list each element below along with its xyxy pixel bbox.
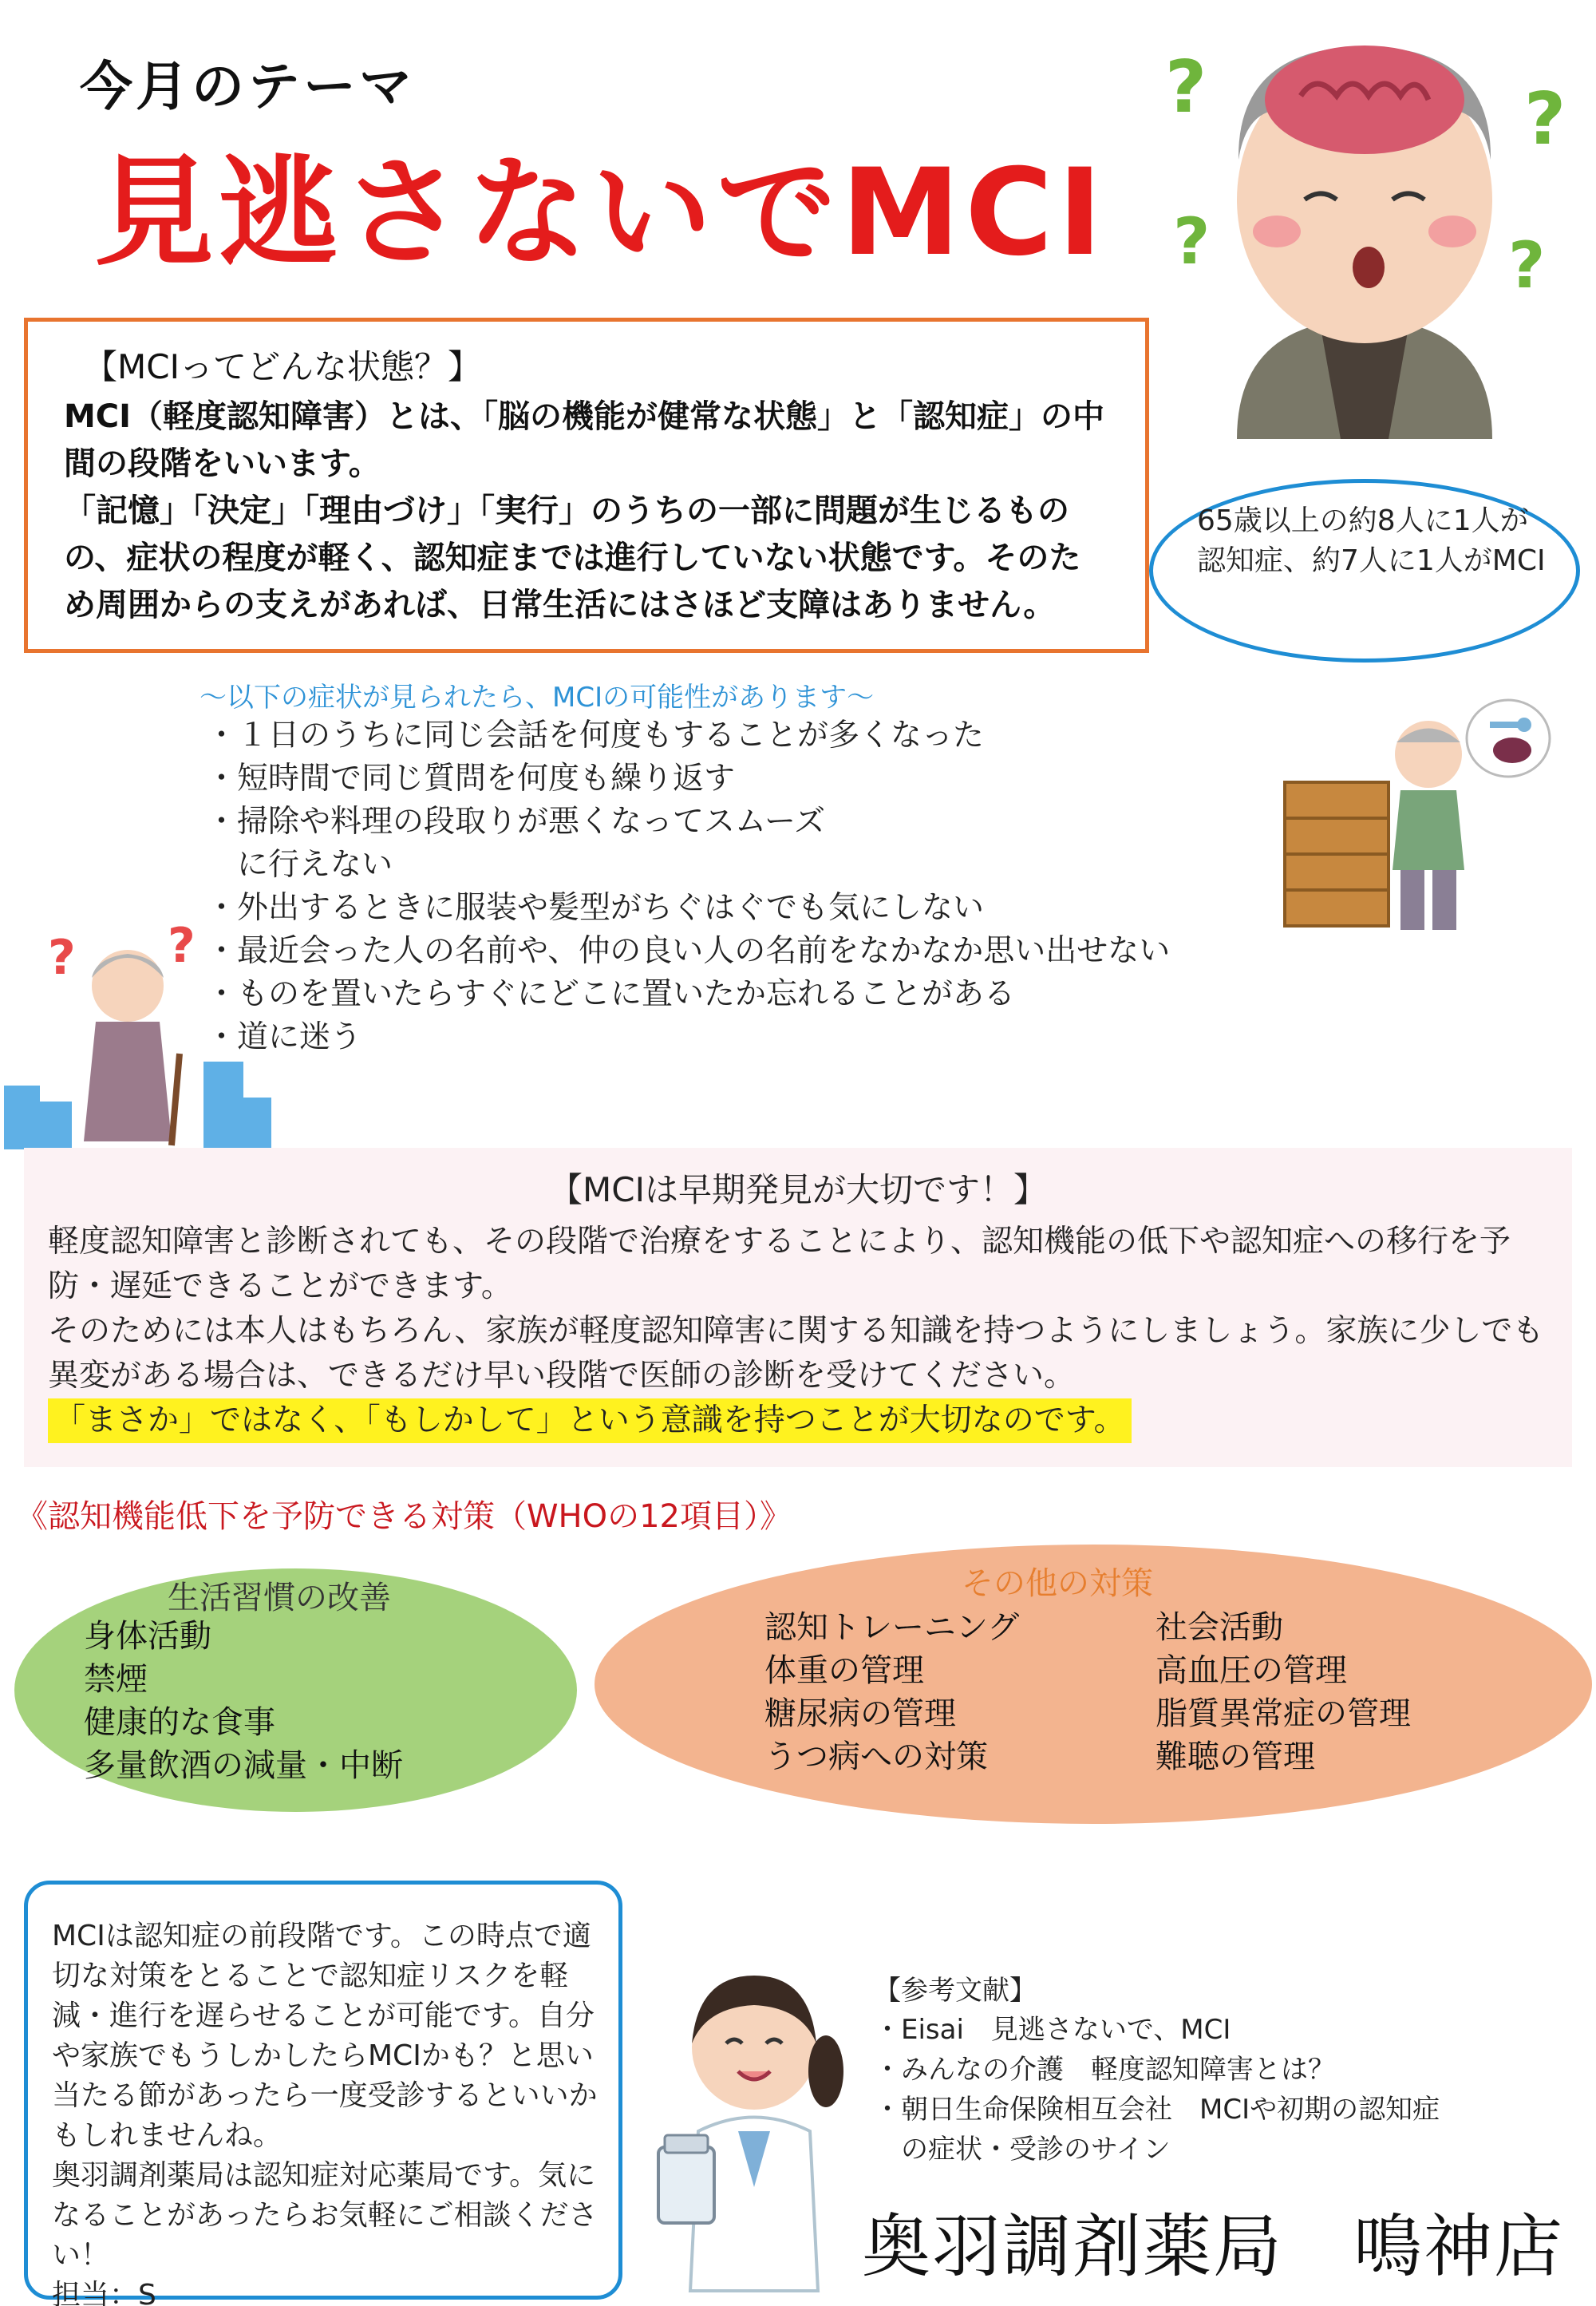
symptom-item: ・１日のうちに同じ会話を何度もすることが多くなった [206,718,985,754]
svg-text:?: ? [1165,45,1207,129]
mci-definition-detail: 「記憶」「決定」「理由づけ」「実行」のうちの一部に問題が生じるものの、症状の程度が軽く、認知症までは進行していない状態です。そのため周囲からの支えがあれば、日常生活にはさほど支障はありません。 [64,492,1081,623]
reference-item: ・Eisai 見逃さないで、MCI [874,2014,1231,2046]
svg-text:?: ? [48,930,76,986]
highlighted-message: 「まさか」ではなく、「もしかして」という意識を持つことが大切なのです。 [48,1398,1132,1443]
other-measures-list-right [1156,1606,1411,1778]
svg-text:?: ? [168,926,196,974]
other-measure-item: 脂質異常症の管理 [1156,1695,1411,1732]
lifestyle-item: 健康的な食事 [84,1704,275,1741]
svg-text:?: ? [1524,77,1566,161]
mci-definition-heading: 【MCIってどんな状態？】 [84,347,481,386]
note-text-pharmacy: 奥羽調剤薬局は認知症対応薬局です。気になることがあったらお気軽にご相談ください！ [52,2159,598,2272]
other-measure-item: 体重の管理 [764,1652,924,1689]
page-title: 見逃さないでMCI [94,144,1108,283]
early-detection-box [24,1148,1572,1467]
other-measure-item: 社会活動 [1156,1609,1283,1646]
note-text: MCIは認知症の前段階です。この時点で適切な対策をとることで認知症リスクを軽減・進行を遅らせることが可能です。自分や家族でもうしかしたらMCIかも？と思い当たる節があったら一度受診するといいかもしれませんね。 [52,1920,598,2152]
symptom-item: ・最近会った人の名前や、仲の良い人の名前をなかなか思い出せない [206,933,1171,969]
early-detection-heading: 【MCIは早期発見が大切です！】 [549,1170,1047,1209]
reference-item: の症状・受診のサイン [874,2134,1171,2166]
other-measure-item: 糖尿病の管理 [764,1695,956,1732]
pharmacy-name: 奥羽調剤薬局 鳴神店 [862,2207,1564,2287]
mci-definition-text: MCI（軽度認知障害）とは、「脳の機能が健常な状態」と「認知症」の中間の段階をいいます。 [64,398,1105,482]
symptom-item: ・掃除や料理の段取りが悪くなってスムーズ [206,804,826,840]
other-measure-item: うつ病への対策 [764,1738,988,1775]
early-detection-advice: そのためには本人はもちろん、家族が軽度認知障害に関する知識を持つようにしましょう。家族に少しでも異変がある場合は、できるだけ早い段階で医師の診断を受けてください。 [48,1313,1544,1394]
references-list [874,2010,1576,2170]
svg-text:?: ? [1173,204,1211,279]
pharmacist-illustration [642,1932,866,2299]
other-measure-item: 難聴の管理 [1156,1738,1315,1775]
confused-man-illustration [1149,24,1580,439]
statistic-text: 65歳以上の約8人に1人が認知症、約7人に1人がMCI [1197,504,1546,577]
other-measures-heading: その他の対策 [962,1565,1153,1602]
other-measures-list-left [764,1606,1019,1778]
references-block [874,1972,1576,2170]
lifestyle-heading: 生活習慣の改善 [168,1580,391,1616]
symptom-item: ・道に迷う [206,1019,362,1055]
forgetful-man-illustration [1281,694,1552,934]
other-measure-item: 認知トレーニング [764,1609,1020,1646]
symptom-item: ・短時間で同じ質問を何度も繰り返す [206,761,736,797]
lifestyle-item: 禁煙 [84,1661,148,1698]
reference-item: ・朝日生命保険相互会社 MCIや初期の認知症 [874,2094,1440,2126]
other-measure-item: 高血圧の管理 [1156,1652,1347,1689]
references-heading: 【参考文献】 [874,1975,1037,2007]
lifestyle-item: 身体活動 [84,1618,211,1655]
lifestyle-list [84,1615,403,1787]
symptom-item: に行えない [206,847,393,883]
theme-label: 今月のテーマ [80,56,415,117]
symptom-item: ・外出するときに服装や髪型がちぐはぐでも気にしない [206,890,985,926]
pharmacy-note-box [24,1881,622,2306]
mci-definition-box [24,318,1149,653]
lifestyle-item: 多量飲酒の減量・中断 [84,1747,403,1784]
note-contact: 担当：S [52,2279,156,2306]
symptom-item: ・ものを置いたらすぐにどこに置いたか忘れることがある [206,976,1016,1012]
measures-title: 《認知機能低下を予防できる対策（WHOの12項目）》 [16,1498,792,1535]
symptoms-heading: ～以下の症状が見られたら、MCIの可能性があります～ [200,682,875,714]
confused-woman-illustration [0,926,275,1149]
reference-item: ・みんなの介護 軽度認知障害とは？ [874,2054,1335,2086]
symptoms-list [206,714,1403,1059]
svg-text:?: ? [1508,228,1546,303]
early-detection-text: 軽度認知障害と診断されても、その段階で治療をすることにより、認知機能の低下や認知症への移行を予防・遅延できることができます。 [48,1224,1511,1304]
